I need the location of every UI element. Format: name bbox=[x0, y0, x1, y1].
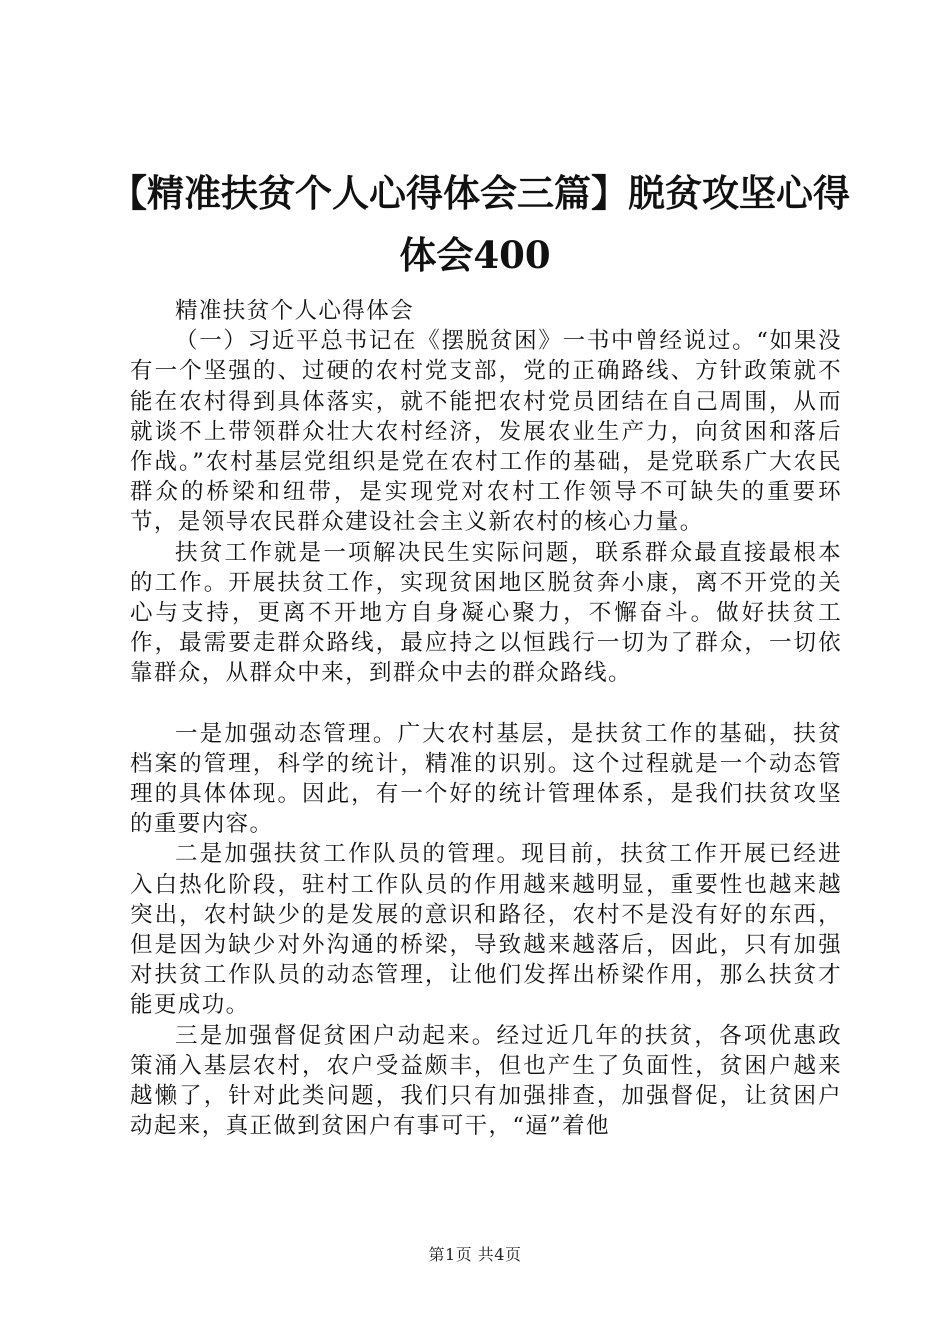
document-title bbox=[110, 162, 850, 286]
title-line-2: 体会400 bbox=[399, 233, 551, 277]
paragraph-1: （一）习近平总书记在《摆脱贫困》一书中曾经说过。“如果没有一个坚强的、过硬的农村党支部，党的正确路线、方针政策就不能在农村得到具体落实，就不能把农村党员团结在自己周围，从而就谈不上带领群众壮大农村经济，发展农业生产力，向贫困和落后作战。”农村基层党组织是党在农村工作的基础，是党联系广大农民群众的桥梁和纽带，是实现党对农村工作领导不可缺失的重要环节，是领导农民群众建设社会主义新农村的核心力量。 bbox=[130, 328, 842, 536]
title-line-1: 【精准扶贫个人心得体会三篇】脱贫攻坚心得 bbox=[110, 171, 850, 215]
document-body bbox=[130, 296, 842, 1141]
paragraph-5: 三是加强督促贫困户动起来。经过近几年的扶贫，各项优惠政策涌入基层农村，农户受益颇丰，但也产生了负面性，贫困户越来越懒了，针对此类问题，我们只有加强排查，加强督促，让贫困户动起来，真正做到贫困户有事可干，“逼”着他 bbox=[130, 1022, 842, 1140]
page-footer: 第1页 共4页 bbox=[428, 1245, 522, 1264]
paragraph-2: 扶贫工作就是一项解决民生实际问题，联系群众最直接最根本的工作。开展扶贫工作，实现贫困地区脱贫奔小康，离不开党的关心与支持，更离不开地方自身凝心聚力，不懈奋斗。做好扶贫工作，最需要走群众路线，最应持之以恒践行一切为了群众，一切依靠群众，从群众中来，到群众中去的群众路线。 bbox=[130, 539, 842, 687]
paragraph-3: 一是加强动态管理。广大农村基层，是扶贫工作的基础，扶贫档案的管理，科学的统计，精准的识别。这个过程就是一个动态管理的具体体现。因此，有一个好的统计管理体系，是我们扶贫攻坚的重要内容。 bbox=[130, 720, 842, 838]
document-subtitle: 精准扶贫个人心得体会 bbox=[175, 298, 415, 324]
paragraph-4: 二是加强扶贫工作队员的管理。现目前，扶贫工作开展已经进入白热化阶段，驻村工作队员的作用越来越明显，重要性也越来越突出，农村缺少的是发展的意识和路径，农村不是没有好的东西，但是因为缺少对外沟通的桥梁，导致越来越落后，因此，只有加强对扶贫工作队员的动态管理，让他们发挥出桥梁作用，那么扶贫才能更成功。 bbox=[130, 841, 842, 1019]
